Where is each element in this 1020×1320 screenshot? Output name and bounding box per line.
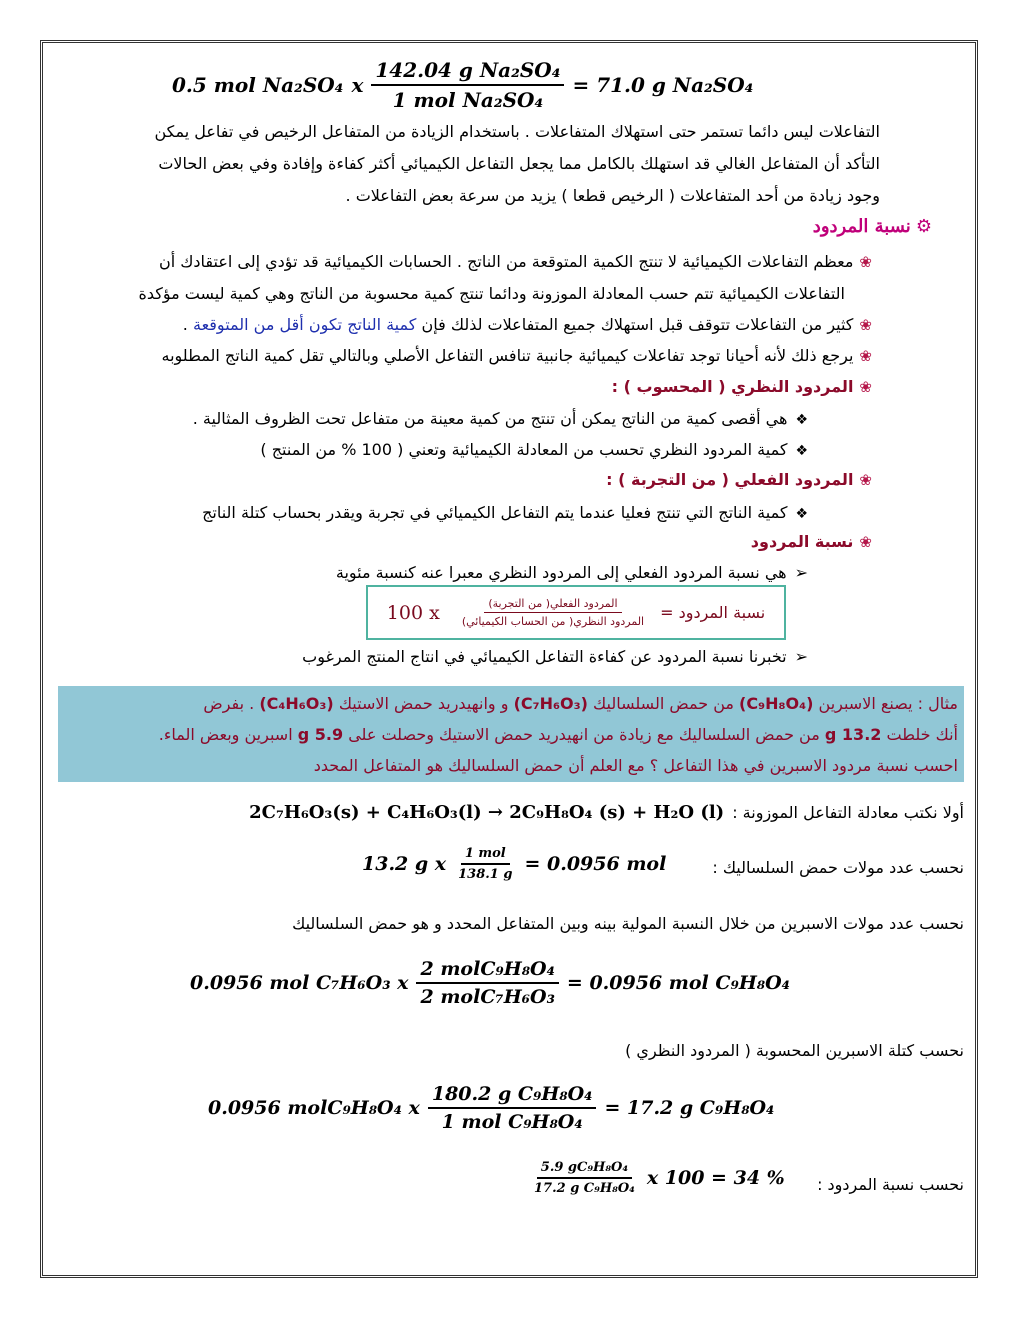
bullet-1-text-a: معظم التفاعلات الكيميائية لا تنتج الكمية المتوقعة من الناتج . الحسابات الكيميائية قد تؤدي إلى اعتقادك أن xyxy=(158,252,854,271)
yield-formula-box xyxy=(366,585,786,640)
bullet-3 xyxy=(52,340,872,372)
step-4-numerator: 180.2 g C₉H₈O₄ xyxy=(428,1083,597,1109)
example-line-2 xyxy=(64,719,958,750)
step-3-numerator: 2 molC₉H₈O₄ xyxy=(416,958,558,984)
bullet-3-text: يرجع ذلك لأنه أحيانا توجد تفاعلات كيميائية جانبية تنافس التفاعل الأصلي وبالتالي تقل كمية الناتج المطلوبه xyxy=(161,346,854,365)
formula-denominator: المردود النظري( من الحساب الكيميائي) xyxy=(461,615,645,628)
yield-point-1-text: هي نسبة المردود الفعلي إلى المردود النظري معبرا عنه كنسبة مئوية xyxy=(335,563,787,582)
example-mass-2: 5.9 g xyxy=(297,725,344,744)
example-line-3: احسب نسبة مردود الاسبرين في هذا التفاعل ؟ مع العلم أن حمض السلساليك هو المتفاعل المحدد xyxy=(313,756,958,775)
step-3-text: نحسب عدد مولات الاسبرين من خلال النسبة المولية بينه وبين المتفاعل المحدد و هو حمض السلساليك xyxy=(292,914,964,933)
step-2-denominator: 138.1 g xyxy=(458,867,513,882)
step-3-lhs: 0.0956 mol C₇H₆O₃ x xyxy=(190,972,409,994)
step-5-rhs: x 100 = 34 % xyxy=(646,1167,785,1189)
step-5-text: نحسب نسبة المردود : xyxy=(817,1175,964,1194)
flower-icon: ❀ xyxy=(859,316,872,334)
step-1-equation: 2C₇H₆O₃(s) + C₄H₆O₃(l) → 2C₉H₈O₄ (s) + H₂O (l) xyxy=(249,802,725,823)
bullet-2-highlight: كمية الناتج تكون أقل من المتوقعة xyxy=(192,315,417,334)
example-l1-b: من حمض السلساليك xyxy=(593,694,734,713)
bullet-2-text: كثير من التفاعلات تتوقف قبل استهلاك جميع المتفاعلات لذلك فإن xyxy=(421,315,854,334)
example-line-1 xyxy=(64,688,958,719)
step-2-lhs: 13.2 g x xyxy=(362,853,447,875)
yield-point-2-text: تخبرنا نسبة المردود عن كفاءة التفاعل الكيميائي في انتاج المنتج المرغوب xyxy=(302,647,787,666)
step-2-equation xyxy=(362,846,666,882)
eq-top-times: x xyxy=(351,73,364,97)
example-l2-a: أنك خلطت xyxy=(886,725,958,744)
intro-line-3: وجود زيادة من أحد المتفاعلات ( الرخيص قطعا ) يزيد من سرعة بعض التفاعلات . xyxy=(345,186,880,205)
theoretical-def-2-text: كمية المردود النظري تحسب من المعادلة الكيميائية وتعني ( 100 % من المنتج ) xyxy=(260,440,788,459)
step-4-equation xyxy=(208,1083,774,1133)
gear-icon: ⚙ xyxy=(915,216,932,237)
example-l2-b: من حمض السلساليك مع زيادة من انهيدريد حمض الاستيك وحصلت على xyxy=(348,725,820,744)
section-heading xyxy=(532,210,932,244)
flower-icon: ❀ xyxy=(859,378,872,396)
step-2-rhs: = 0.0956 mol xyxy=(524,853,667,875)
step-4-text: نحسب كتلة الاسبرين المحسوبة ( المردود النظري ) xyxy=(625,1041,964,1060)
formula-aspirin: (C₉H₈O₄) xyxy=(739,694,814,713)
diamond-bullet-icon: ❖ xyxy=(795,412,808,428)
eq-top-numerator: 142.04 g Na₂SO₄ xyxy=(371,58,564,86)
example-l2-c: اسبرين وبعض الماء. xyxy=(158,725,293,744)
step-3-denominator: 2 molC₇H₆O₃ xyxy=(420,986,555,1008)
example-l1-d: . بفرض xyxy=(203,694,255,713)
step-5-fraction xyxy=(530,1160,639,1196)
step-5-numerator: 5.9 gC₉H₈O₄ xyxy=(537,1160,632,1179)
example-l1-a: مثال : يصنع الاسبرين xyxy=(818,694,958,713)
equation-sodium-sulfate xyxy=(172,58,753,112)
actual-title: المردود الفعلي ( من التجربة ) : xyxy=(606,470,854,489)
step-5-denominator: 17.2 g C₉H₈O₄ xyxy=(534,1181,635,1196)
step-4-denominator: 1 mol C₉H₈O₄ xyxy=(441,1111,583,1133)
example-box xyxy=(58,686,964,782)
theoretical-def-2 xyxy=(48,434,808,467)
theoretical-def-1 xyxy=(48,403,808,436)
intro-line-2: التأكد أن المتفاعل الغالي قد استهلك بالكامل مما يجعل التفاعل الكيميائي أكثر كفاءة وإفادة وفي بعض الحالات xyxy=(158,154,880,173)
actual-heading xyxy=(372,464,872,496)
formula-salicylic: (C₇H₆O₃) xyxy=(513,694,588,713)
flower-icon: ❀ xyxy=(859,533,872,551)
theoretical-heading xyxy=(372,371,872,403)
arrow-bullet-icon: ➢ xyxy=(794,647,808,666)
theoretical-def-1-text: هي أقصى كمية من الناتج يمكن أن تنتج من كمية معينة من متفاعل تحت الظروف المثالية . xyxy=(192,409,788,428)
flower-icon: ❀ xyxy=(859,253,872,271)
section-title: نسبة المردود xyxy=(812,216,911,237)
eq-top-fraction xyxy=(371,58,564,112)
bullet-2-end: . xyxy=(182,315,188,334)
bullet-2 xyxy=(52,309,872,341)
step-3-fraction xyxy=(416,958,558,1008)
bullet-1-line-2: التفاعلات الكيميائية تتم حسب المعادلة الموزونة ودائما تنتج كمية محسوبة من الناتج وهي كمية ليست مؤكدة xyxy=(138,284,845,303)
step-1-text: أولا نكتب معادلة التفاعل الموزونة : xyxy=(732,803,964,822)
formula-factor: 100 x xyxy=(386,601,440,624)
step-4-fraction xyxy=(428,1083,597,1133)
formula-lhs: نسبة المردود = xyxy=(660,603,766,622)
yield-title: نسبة المردود xyxy=(750,532,854,551)
arrow-bullet-icon: ➢ xyxy=(794,563,808,582)
step-2-numerator: 1 mol xyxy=(461,846,510,865)
eq-top-lhs: 0.5 mol Na₂SO₄ xyxy=(172,73,344,97)
step-4-rhs: = 17.2 g C₉H₈O₄ xyxy=(604,1097,775,1119)
formula-fraction xyxy=(458,597,648,628)
formula-numerator: المردود الفعلي( من التجربة) xyxy=(484,597,621,613)
diamond-bullet-icon: ❖ xyxy=(795,506,808,522)
step-3-rhs: = 0.0956 mol C₉H₈O₄ xyxy=(566,972,790,994)
step-1 xyxy=(64,797,964,828)
eq-top-denominator: 1 mol Na₂SO₄ xyxy=(392,88,544,112)
yield-point-1 xyxy=(48,557,808,588)
bullet-1-line-1 xyxy=(52,246,872,278)
yield-heading xyxy=(472,526,872,558)
yield-point-2 xyxy=(48,641,808,672)
example-mass-1: 13.2 g xyxy=(824,725,882,744)
flower-icon: ❀ xyxy=(859,471,872,489)
example-l1-c: و وانهيدريد حمض الاستيك xyxy=(338,694,509,713)
step-5-equation xyxy=(522,1160,785,1196)
theoretical-title: المردود النظري ( المحسوب ) : xyxy=(611,377,854,396)
step-2-fraction xyxy=(454,846,516,882)
flower-icon: ❀ xyxy=(859,347,872,365)
eq-top-rhs: = 71.0 g Na₂SO₄ xyxy=(572,73,754,97)
step-3-equation xyxy=(190,958,790,1008)
actual-def-1-text: كمية الناتج التي تنتج فعليا عندما يتم التفاعل الكيميائي في تجربة ويقدر بحساب كتلة الناتج xyxy=(202,503,788,522)
diamond-bullet-icon: ❖ xyxy=(795,443,808,459)
step-2-text: نحسب عدد مولات حمض السلساليك : xyxy=(712,858,964,877)
intro-line-1: التفاعلات ليس دائما تستمر حتى استهلاك المتفاعلات . باستخدام الزيادة من المتفاعل الرخيص في تفاعل يمكن xyxy=(154,122,880,141)
formula-anhydride: (C₄H₆O₃) xyxy=(259,694,334,713)
step-4-lhs: 0.0956 molC₉H₈O₄ x xyxy=(208,1097,420,1119)
